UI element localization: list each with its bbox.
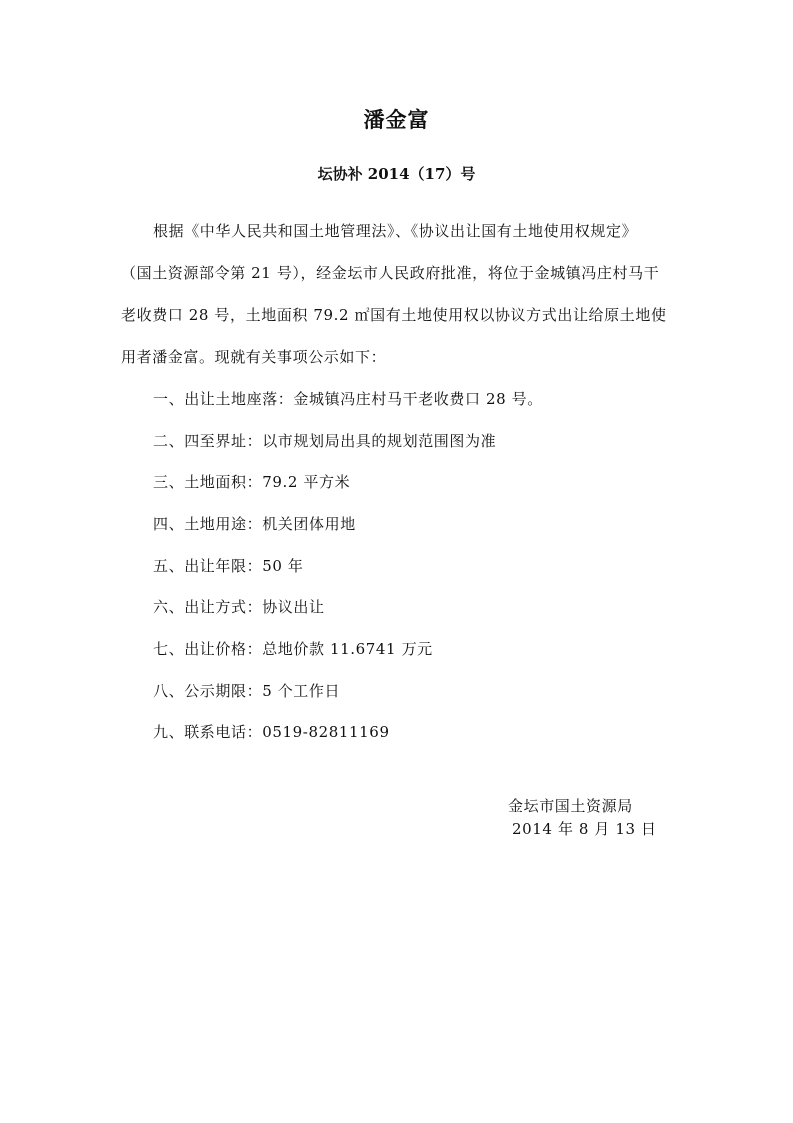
list-item: 六、出让方式：协议出让: [153, 598, 325, 616]
issue-date: 2014 年 8 月 13 日: [512, 820, 657, 838]
list-item: 一、出让土地座落：金城镇冯庄村马干老收费口 28 号。: [153, 390, 543, 408]
list-item: 七、出让价格：总地价款 11.6741 万元: [153, 640, 433, 658]
list-item: 八、公示期限：5 个工作日: [153, 682, 341, 700]
intro-line-2: （国土资源部令第 21 号），经金坛市人民政府批准，将位于金城镇冯庄村马干: [121, 264, 660, 282]
list-item: 四、土地用途：机关团体用地: [153, 515, 356, 533]
issuer-signature: 金坛市国土资源局: [508, 797, 633, 815]
list-item: 五、出让年限：50 年: [153, 557, 304, 575]
document-number: 坛协补 2014（17）号: [317, 165, 476, 183]
list-item: 三、土地面积：79.2 平方米: [153, 473, 351, 491]
intro-line-1: 根据《中华人民共和国土地管理法》、《协议出让国有土地使用权规定》: [153, 222, 638, 240]
list-item: 二、四至界址：以市规划局出具的规划范围图为准: [153, 432, 497, 450]
document-title: 潘金富: [363, 107, 430, 132]
list-item: 九、联系电话：0519-82811169: [153, 723, 390, 741]
intro-line-4: 用者潘金富。现就有关事项公示如下：: [121, 348, 387, 366]
intro-line-3: 老收费口 28 号，土地面积 79.2 ㎡国有土地使用权以协议方式出让给原土地使: [121, 306, 667, 324]
